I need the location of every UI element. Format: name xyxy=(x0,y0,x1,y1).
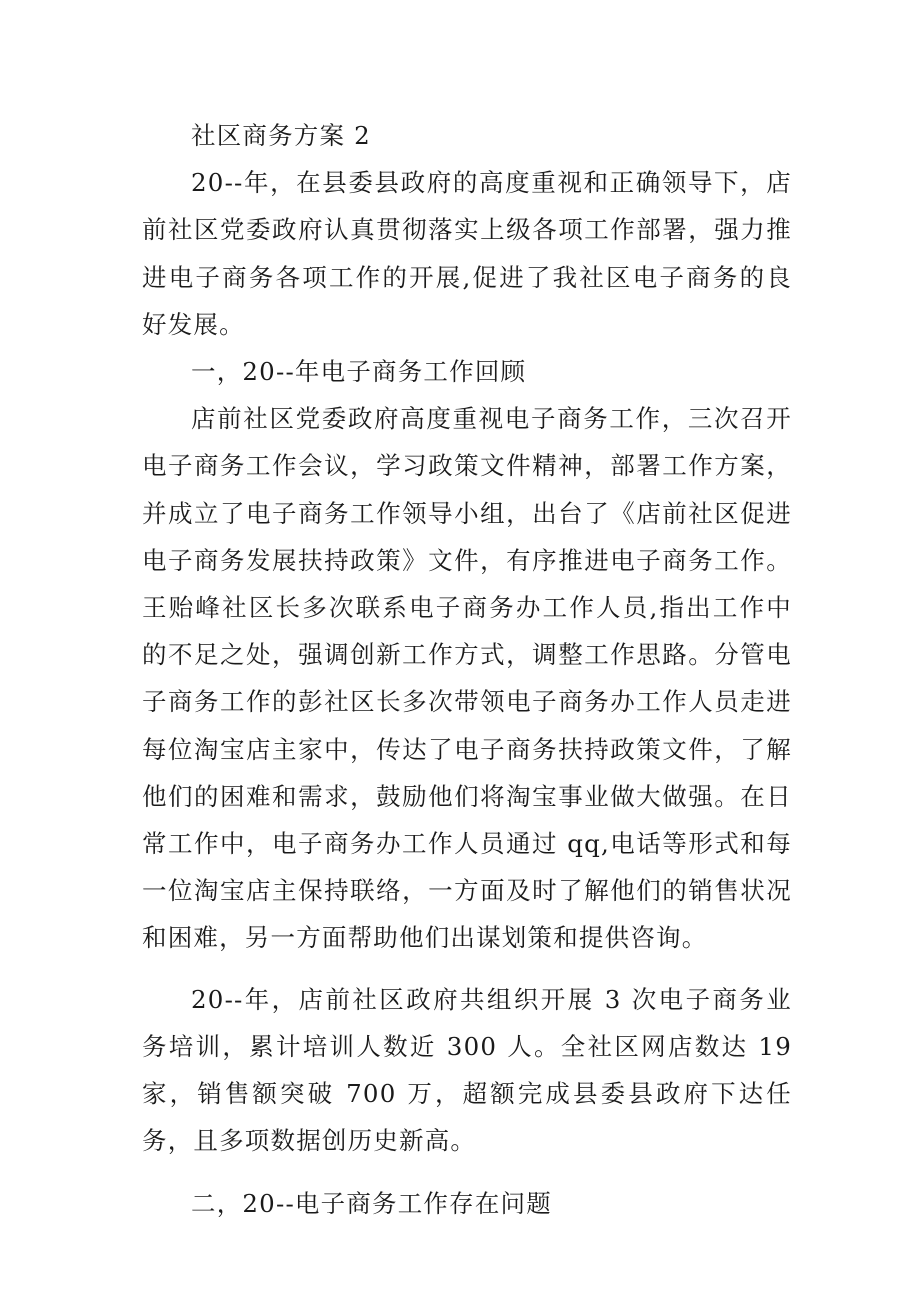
paragraph-statistics: 20--年，店前社区政府共组织开展 3 次电子商务业务培训，累计培训人数近 300 人。全社区网店数达 19 家，销售额突破 700 万，超额完成县委县政府下达任务，且多项数据创历史新高。 xyxy=(142,984,792,1156)
section-heading-review: 一，20--年电子商务工作回顾 xyxy=(191,357,527,387)
paragraph-review: 店前社区党委政府高度重视电子商务工作，三次召开电子商务工作会议，学习政策文件精神，部署工作方案，并成立了电子商务工作领导小组，出台了《店前社区促进电子商务发展扶持政策》文件，有序推进电子商务工作。王贻峰社区长多次联系电子商务办工作人员,指出工作中的不足之处，强调创新工作方式，调整工作思路。分管电子商务工作的彭社区长多次带领电子商务办工作人员走进每位淘宝店主家中，传达了电子商务扶持政策文件，了解他们的困难和需求，鼓励他们将淘宝事业做大做强。在日常工作中，电子商务办工作人员通过 qq,电话等形式和每一位淘宝店主保持联络，一方面及时了解他们的销售状况和困难，另一方面帮助他们出谋划策和提供咨询。 xyxy=(142,404,792,953)
document-body xyxy=(142,112,792,1228)
section-heading-problems: 二，20--电子商务工作存在问题 xyxy=(191,1189,552,1219)
document-title: 社区商务方案 2 xyxy=(191,121,371,150)
paragraph-intro: 20--年，在县委县政府的高度重视和正确领导下，店前社区党委政府认真贯彻落实上级各项工作部署，强力推进电子商务各项工作的开展,促进了我社区电子商务的良好发展。 xyxy=(142,168,792,339)
